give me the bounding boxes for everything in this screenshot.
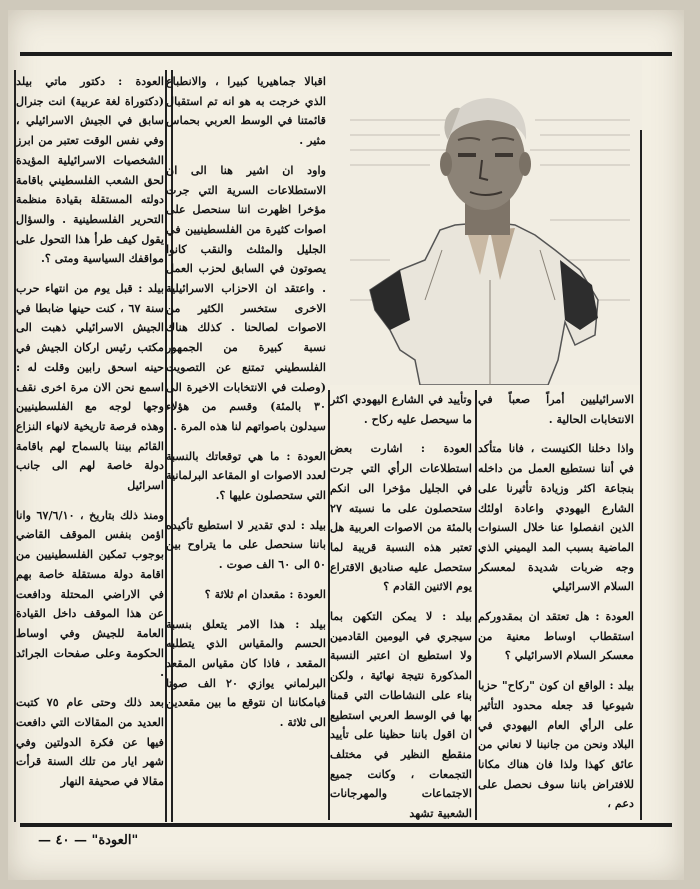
top-rule — [20, 52, 672, 56]
article-column-2 — [330, 390, 472, 822]
paragraph: العودة : دكتور ماتي بيلد (دكتوراة لغة عربية) انت جنرال سابق في الجيش الاسرائيلي ، وفي نفس الوقت تعتبر من ابرز الشخصيات الاسرائيلية المؤيدة لحق الشعب الفلسطيني باقامة دولته المستقلة بقيادة منظمة التحرير الفلسطينية . والسؤال يقول كيف طرأ هذا التحول على مواقفك السياسية ومتى ؟. — [16, 74, 164, 266]
magazine-page — [8, 10, 684, 880]
paragraph: العودة : ما هي توقعاتك بالنسبة لعدد الاصوات او المقاعد البرلمانية التي ستحصلون عليها ؟. — [166, 448, 326, 503]
page-footer: "العودة" — ٤٠ — — [38, 833, 139, 848]
column-divider — [640, 130, 642, 820]
bottom-rule — [20, 823, 672, 827]
paragraph: الاسرائيليين أمراً صعباً في الانتخابات الحالية . — [478, 392, 634, 426]
paragraph: اقبالا جماهيريا كبيرا ، والانطباع الذي خرجت به هو انه تم استقبال قائمتنا في الوسط العربي بحماس مثير . — [166, 74, 326, 148]
column-divider — [475, 390, 477, 820]
article-column-4 — [16, 72, 164, 822]
paragraph: بيلد : هذا الامر يتعلق بنسبة الحسم والمقياس الذي يتطلبه المقعد ، فاذا كان مقياس المقعد البرلماني يوازي ٢٠ الف صوتا فبامكاننا ان نتوقع ما بين مقعدين الى ثلاثة . — [166, 616, 326, 730]
portrait-illustration — [330, 60, 642, 385]
paragraph: بيلد : لدي تقدير لا استطيع تأكيده باننا سنحصل على ما يتراوح بين ٥٠ الى ٦٠ الف صوت . — [166, 517, 326, 572]
paragraph: العودة : مقعدان ام ثلاثة ؟ — [204, 586, 326, 601]
paragraph: واذا دخلنا الكنيست ، فانا متأكد في أننا نستطيع العمل من داخله بنجاعة اكثر وزيادة تأثيرنا على الشارع اليهودي واعادة اولئك الذين انفصلوا عنا خلال السنوات الماضية بسبب المد اليميني الذي وجه ضربات شديدة لمعسكر السلام الاسرائيلي — [478, 441, 634, 594]
paragraph: العودة : اشارت بعض استطلاعات الرأي التي جرت في الجليل مؤخرا الى انكم ستحصلون على ما نسبته ٢٧ بالمئة من الاصوات العربية هل تعتبر هذه النسبة قريبة لما ستحصل عليه صناديق الاقتراع يوم الاثنين القادم ؟ — [330, 441, 472, 594]
portrait-photo — [330, 60, 642, 385]
paragraph: واود ان اشير هنا الى ان الاستطلاعات السرية التي جرت مؤخرا اظهرت اننا سنحصل على اصوات كثيرة من الفلسطينيين في الجليل والمثلث والنقب كانوا يصوتون في السابق لحزب العمل . واعتقد ان الاحزاب الاسرائيلية الاخرى ستخسر الكثير من الاصوات لصالحنا . كذلك هناك نسبة كبيرة من الجمهور الفلسطيني تمتنع عن التصويت (وصلت في الانتخابات الاخيرة الى ٣٠ بالمئة) وقسم من هؤلاء سيدلون باصواتهم لنا هذه المرة . — [166, 162, 326, 433]
paragraph: وتأييد في الشارع اليهودي اكثر ما سيحصل عليه ركاح . — [330, 392, 472, 426]
paragraph: بعد ذلك وحتى عام ٧٥ كتبت العديد من المقالات التي دافعت فيها عن فكرة الدولتين وفي شهر ايار من تلك السنة قرأت مقالا في صحيفة النهار — [16, 695, 164, 788]
paragraph: بيلد : الواقع ان كون "ركاح" حزبا شيوعيا قد جعله محدود التأثير على الرأي العام اليهودي في البلاد ونحن من جانبنا لا نعاني من عائق كهذا ولذا فان هناك مكانا للافتراض باننا سوف نحصل على دعم ، — [478, 678, 634, 811]
paragraph: العودة : هل تعتقد ان بمقدوركم استقطاب اوساط معنية من معسكر السلام الاسرائيلي ؟ — [478, 609, 634, 663]
paragraph: بيلد : لا يمكن التكهن بما سيجري في اليومين القادمين ولا استطيع ان اعتبر النسبة المذكورة نتيجة نهائية ، ولكن بناء على النشاطات التي قمنا بها في الوسط العربي استطيع ان اقول باننا حظينا على تأييد منقطع النظير في مختلف التجمعات ، وكانت جميع الاجتماعات والمهرجانات الشعبية تشهد — [330, 609, 472, 821]
paragraph: بيلد : قبل يوم من انتهاء حرب سنة ٦٧ ، كنت حينها ضابطا في الجيش الاسرائيلي ذهبت الى مكتب رئيس اركان الجيش في حينه اسحق رابين وقلت له : اسمع نحن الان مرة اخرى نقف وجها لوجه مع الفلسطينيين وهذه فرصة تاريخية لانهاء النزاع القائم بيننا بالسماح لهم باقامة دولة خاصة لهم الى جانب اسرائيل — [16, 281, 164, 493]
article-column-3 — [166, 72, 326, 822]
article-column-1 — [478, 390, 634, 822]
paragraph: ومنذ ذلك بتاريخ ، ٦٧/٦/١٠ وانا اؤمن بنفس الموقف القاضي بوجوب تمكين الفلسطينيين من اقامة دولة مستقلة خاصة بهم في الاراضي المحتلة ودافعت عن هذا الموقف داخل القيادة العامة للجيش وفي اوساط الحكومة وعلى صفحات الجرائد . — [16, 507, 164, 680]
